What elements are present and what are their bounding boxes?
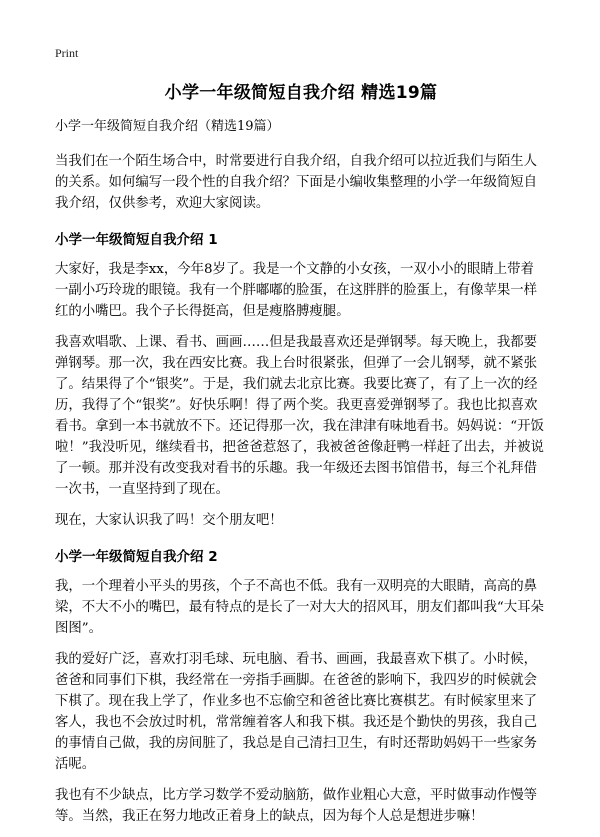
section-heading-2: 小学一年级简短自我介绍 2 (55, 549, 218, 565)
paragraph: 现在，大家认识我了吗！交个朋友吧！ (55, 513, 283, 528)
document-subtitle: 小学一年级简短自我介绍（精选19篇） (55, 119, 280, 134)
intro-paragraph: 当我们在一个陌生场合中，时常要进行自我介绍，自我介绍可以拉近我们与陌生人的关系。如何编写一段个性的自我介绍？下面是小编收集整理的小学一年级简短自我介绍，仅供参考，欢迎大家阅读。 (55, 154, 538, 211)
paragraph: 大家好，我是李xx，今年8岁了。我是一个文静的小女孩，一双小小的眼睛上带着一副小巧玲珑的眼镜。我有一个胖嘟嘟的脸蛋，在这胖胖的脸蛋上，有像苹果一样红的小嘴巴。我个子长得挺高，但是瘦胳膊瘦腿。 (55, 262, 538, 319)
paragraph: 我喜欢唱歌、上课、看书、画画……但是我最喜欢还是弹钢琴。每天晚上，我都要弹钢琴。那一次，我在西安比赛。我上台时很紧张，但弹了一会儿钢琴，就不紧张了。结果得了个“银奖”。于是，我们就去北京比赛。我要比赛了，有了上一次的经历，我得了个“银奖”。好快乐啊！得了两个奖。我更喜爱弹钢琴了。我也比拟喜欢看书。拿到一本书就放不下。还记得那一次，我在津津有味地看书。妈妈说：“开饭啦！”我没听见，继续看书，把爸爸惹怒了，我被爸爸像赶鸭一样赶了出去，并被说了一顿。那并没有改变我对看书的乐趣。我一年级还去图书馆借书，每三个礼拜借一次书，一直坚持到了现在。 (55, 335, 544, 497)
paragraph: 我，一个理着小平头的男孩，个子不高也不低。我有一双明亮的大眼睛，高高的鼻梁，不大不小的嘴巴，最有特点的是长了一对大大的招风耳，朋友们都叫我“大耳朵图图”。 (55, 579, 544, 636)
paragraph: 我也有不少缺点，比方学习数学不爱动脑筋，做作业粗心大意，平时做事动作慢等等。当然，我正在努力地改正着身上的缺点，因为每个人总是想进步嘛！ (55, 788, 538, 824)
document-title: 小学一年级简短自我介绍 精选19篇 (164, 83, 438, 103)
print-link[interactable]: Print (55, 46, 79, 60)
paragraph: 我的爱好广泛，喜欢打羽毛球、玩电脑、看书、画画，我最喜欢下棋了。小时候，爸爸和同事们下棋，我经常在一旁指手画脚。在爸爸的影响下，我四岁的时候就会下棋了。现在我上学了，作业多也不忘偷空和爸爸比赛比赛棋艺。有时候家里来了客人，我也不会放过时机，常常缠着客人和我下棋。我还是个勤快的男孩，我自己的事情自己做，我的房间脏了，我总是自己清扫卫生，有时还帮助妈妈干一些家务活呢。 (55, 652, 538, 772)
section-heading-1: 小学一年级简短自我介绍 1 (55, 232, 218, 248)
document-body (55, 78, 547, 837)
